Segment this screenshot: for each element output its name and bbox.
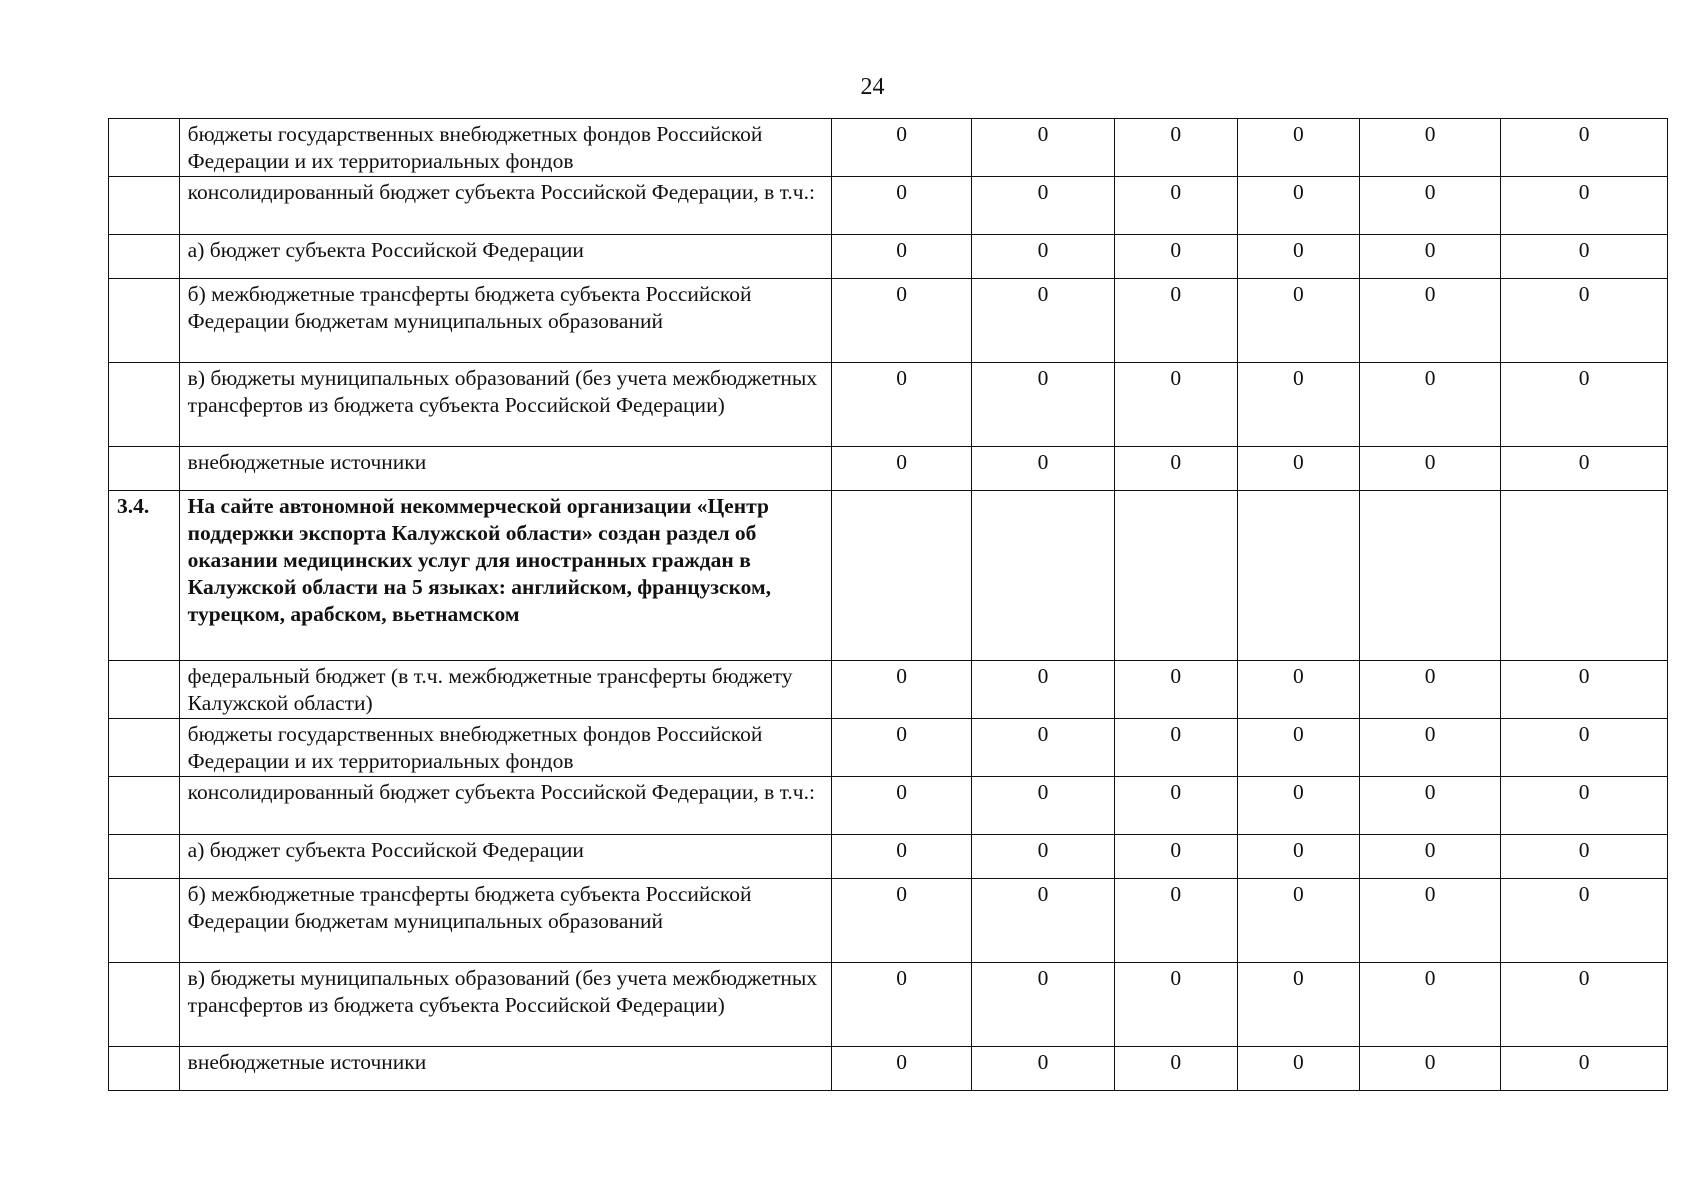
value-cell: 0 xyxy=(972,963,1114,1047)
value-cell: 0 xyxy=(1237,235,1359,279)
row-number xyxy=(109,1047,180,1091)
row-label: в) бюджеты муниципальных образований (без учета межбюджетных трансфертов из бюджета субъекта Российской Федерации) xyxy=(179,963,831,1047)
table-row xyxy=(109,835,1668,879)
table-row xyxy=(109,879,1668,963)
value-cell xyxy=(831,491,971,661)
row-label: а) бюджет субъекта Российской Федерации xyxy=(179,835,831,879)
row-number xyxy=(109,835,180,879)
table-row xyxy=(109,363,1668,447)
value-cell: 0 xyxy=(972,777,1114,835)
row-label: бюджеты государственных внебюджетных фондов Российской Федерации и их территориальных фондов xyxy=(179,119,831,177)
value-cell: 0 xyxy=(1359,177,1500,235)
value-cell xyxy=(1501,491,1668,661)
row-number xyxy=(109,447,180,491)
value-cell: 0 xyxy=(1359,835,1500,879)
value-cell xyxy=(1237,491,1359,661)
row-number xyxy=(109,279,180,363)
value-cell: 0 xyxy=(1237,835,1359,879)
value-cell: 0 xyxy=(1114,279,1237,363)
value-cell: 0 xyxy=(831,235,971,279)
row-number xyxy=(109,719,180,777)
table-row xyxy=(109,279,1668,363)
value-cell: 0 xyxy=(1237,279,1359,363)
row-number xyxy=(109,879,180,963)
row-label: внебюджетные источники xyxy=(179,1047,831,1091)
value-cell xyxy=(972,491,1114,661)
value-cell: 0 xyxy=(1237,661,1359,719)
value-cell: 0 xyxy=(1501,777,1668,835)
row-number xyxy=(109,777,180,835)
value-cell: 0 xyxy=(1501,447,1668,491)
value-cell: 0 xyxy=(972,719,1114,777)
value-cell: 0 xyxy=(831,879,971,963)
value-cell: 0 xyxy=(972,279,1114,363)
section-header-row xyxy=(109,491,1668,661)
value-cell: 0 xyxy=(972,661,1114,719)
value-cell: 0 xyxy=(1501,1047,1668,1091)
table-row xyxy=(109,447,1668,491)
value-cell: 0 xyxy=(1359,119,1500,177)
value-cell: 0 xyxy=(972,447,1114,491)
value-cell: 0 xyxy=(972,235,1114,279)
row-label: консолидированный бюджет субъекта Российской Федерации, в т.ч.: xyxy=(179,177,831,235)
value-cell: 0 xyxy=(831,119,971,177)
value-cell: 0 xyxy=(1114,235,1237,279)
value-cell: 0 xyxy=(1501,879,1668,963)
value-cell: 0 xyxy=(1501,177,1668,235)
row-label: внебюджетные источники xyxy=(179,447,831,491)
budget-table xyxy=(108,118,1668,1091)
value-cell: 0 xyxy=(1237,719,1359,777)
value-cell: 0 xyxy=(972,879,1114,963)
value-cell: 0 xyxy=(1237,363,1359,447)
value-cell: 0 xyxy=(1237,1047,1359,1091)
row-number xyxy=(109,119,180,177)
value-cell: 0 xyxy=(1237,879,1359,963)
value-cell: 0 xyxy=(1501,661,1668,719)
value-cell: 0 xyxy=(1501,119,1668,177)
value-cell xyxy=(1359,491,1500,661)
value-cell: 0 xyxy=(1359,279,1500,363)
value-cell: 0 xyxy=(1359,963,1500,1047)
value-cell: 0 xyxy=(1114,879,1237,963)
table-row xyxy=(109,777,1668,835)
table-row xyxy=(109,119,1668,177)
value-cell: 0 xyxy=(831,363,971,447)
value-cell: 0 xyxy=(1359,235,1500,279)
section-title: На сайте автономной некоммерческой организации «Центр поддержки экспорта Калужской области» создан раздел об оказании медицинских услуг для иностранных граждан в Калужской области на 5 языках: английском, французском, турецком, арабском, вьетнамском xyxy=(179,491,831,661)
value-cell: 0 xyxy=(831,447,971,491)
value-cell: 0 xyxy=(831,1047,971,1091)
row-label: б) межбюджетные трансферты бюджета субъекта Российской Федерации бюджетам муниципальных образований xyxy=(179,879,831,963)
value-cell: 0 xyxy=(972,119,1114,177)
value-cell: 0 xyxy=(1114,1047,1237,1091)
value-cell: 0 xyxy=(1359,879,1500,963)
value-cell: 0 xyxy=(972,835,1114,879)
value-cell: 0 xyxy=(1501,235,1668,279)
value-cell: 0 xyxy=(1114,119,1237,177)
table-row xyxy=(109,177,1668,235)
table-row xyxy=(109,661,1668,719)
row-label: в) бюджеты муниципальных образований (без учета межбюджетных трансфертов из бюджета субъекта Российской Федерации) xyxy=(179,363,831,447)
value-cell: 0 xyxy=(1501,963,1668,1047)
value-cell: 0 xyxy=(1114,835,1237,879)
value-cell: 0 xyxy=(972,177,1114,235)
value-cell: 0 xyxy=(1237,777,1359,835)
value-cell: 0 xyxy=(1359,363,1500,447)
row-number xyxy=(109,235,180,279)
value-cell: 0 xyxy=(1237,177,1359,235)
page-number: 24 xyxy=(860,74,885,100)
row-label: консолидированный бюджет субъекта Российской Федерации, в т.ч.: xyxy=(179,777,831,835)
value-cell xyxy=(1114,491,1237,661)
value-cell: 0 xyxy=(1114,963,1237,1047)
value-cell: 0 xyxy=(1501,719,1668,777)
value-cell: 0 xyxy=(1114,719,1237,777)
value-cell: 0 xyxy=(1359,777,1500,835)
value-cell: 0 xyxy=(972,1047,1114,1091)
value-cell: 0 xyxy=(831,963,971,1047)
value-cell: 0 xyxy=(831,279,971,363)
row-label: а) бюджет субъекта Российской Федерации xyxy=(179,235,831,279)
row-number xyxy=(109,177,180,235)
value-cell: 0 xyxy=(1359,447,1500,491)
value-cell: 0 xyxy=(1114,447,1237,491)
table-row xyxy=(109,963,1668,1047)
value-cell: 0 xyxy=(972,363,1114,447)
value-cell: 0 xyxy=(1359,661,1500,719)
value-cell: 0 xyxy=(1501,363,1668,447)
value-cell: 0 xyxy=(831,661,971,719)
row-label: б) межбюджетные трансферты бюджета субъекта Российской Федерации бюджетам муниципальных образований xyxy=(179,279,831,363)
value-cell: 0 xyxy=(1237,963,1359,1047)
table-row xyxy=(109,1047,1668,1091)
row-number xyxy=(109,363,180,447)
value-cell: 0 xyxy=(1114,661,1237,719)
row-number xyxy=(109,963,180,1047)
table-row xyxy=(109,235,1668,279)
row-number xyxy=(109,661,180,719)
value-cell: 0 xyxy=(1237,447,1359,491)
row-label: федеральный бюджет (в т.ч. межбюджетные трансферты бюджету Калужской области) xyxy=(179,661,831,719)
value-cell: 0 xyxy=(1114,177,1237,235)
value-cell: 0 xyxy=(831,835,971,879)
value-cell: 0 xyxy=(1114,363,1237,447)
value-cell: 0 xyxy=(1501,279,1668,363)
value-cell: 0 xyxy=(1114,777,1237,835)
value-cell: 0 xyxy=(1359,719,1500,777)
value-cell: 0 xyxy=(831,777,971,835)
value-cell: 0 xyxy=(1237,119,1359,177)
value-cell: 0 xyxy=(1359,1047,1500,1091)
table-row xyxy=(109,719,1668,777)
row-label: бюджеты государственных внебюджетных фондов Российской Федерации и их территориальных фондов xyxy=(179,719,831,777)
value-cell: 0 xyxy=(831,719,971,777)
section-number: 3.4. xyxy=(109,491,180,661)
value-cell: 0 xyxy=(1501,835,1668,879)
value-cell: 0 xyxy=(831,177,971,235)
